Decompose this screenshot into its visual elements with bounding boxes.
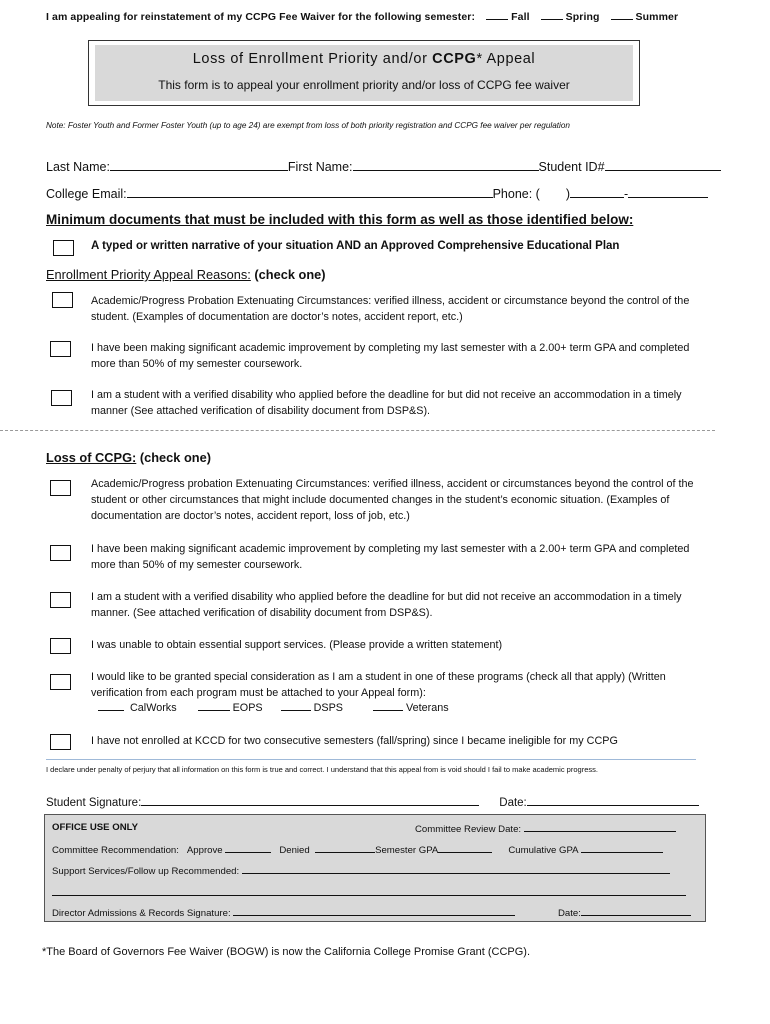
program-options bbox=[98, 700, 723, 716]
footnote: *The Board of Governors Fee Waiver (BOGW) is now the California College Promise Grant (CCPG). bbox=[42, 946, 531, 958]
ccpg-checkbox-5[interactable] bbox=[50, 674, 71, 690]
office-use-title: OFFICE USE ONLY bbox=[52, 822, 139, 833]
approve-field[interactable] bbox=[225, 843, 271, 853]
ccpg-reason-2: I have been making significant academic improvement by completing my last semester with a 2.00+ term GPA and completed more than 50% of my semester coursework. bbox=[91, 543, 690, 571]
director-date-field[interactable] bbox=[581, 906, 691, 916]
director-row: Director Admissions & Records Signature: Date: bbox=[52, 906, 691, 919]
summer-blank[interactable] bbox=[611, 10, 633, 20]
ccpg-reason-6: I have not enrolled at KCCD for two consecutive semesters (fall/spring) since I became ineligible for my CCPG bbox=[91, 735, 618, 747]
last-name-label: Last Name: bbox=[46, 160, 110, 174]
ccpg-checkbox-4[interactable] bbox=[50, 638, 71, 654]
program-dsps: DSPS bbox=[313, 702, 344, 714]
cumulative-gpa-field[interactable] bbox=[581, 843, 663, 853]
program-eops: EOPS bbox=[232, 702, 263, 714]
appeal-line-text: I am appealing for reinstatement of my CCPG Fee Waiver for the following semester: bbox=[46, 11, 476, 23]
priority-reason-2: I have been making significant academic improvement by completing my last semester with a 2.00+ term GPA and completed more than 50% of my semester coursework. bbox=[91, 342, 690, 370]
priority-checkbox-1[interactable] bbox=[52, 292, 73, 308]
college-email-label: College Email: bbox=[46, 187, 127, 201]
title-box bbox=[88, 40, 640, 106]
director-signature-field[interactable] bbox=[233, 906, 515, 916]
priority-heading: Enrollment Priority Appeal Reasons: (check one) bbox=[46, 267, 326, 282]
minimum-docs-heading: Minimum documents that must be included with this form as well as those identified below: bbox=[46, 212, 634, 227]
program-calworks: CalWorks bbox=[130, 702, 177, 714]
signature-date-field[interactable] bbox=[527, 793, 699, 806]
name-row bbox=[46, 158, 721, 174]
priority-checkbox-3[interactable] bbox=[51, 390, 72, 406]
phone-dash: - bbox=[624, 187, 629, 201]
calworks-blank[interactable] bbox=[98, 700, 124, 711]
student-signature-field[interactable] bbox=[141, 793, 479, 806]
support-extra-line[interactable] bbox=[52, 895, 686, 896]
semester-appeal-line bbox=[46, 10, 678, 23]
fall-blank[interactable] bbox=[486, 10, 508, 20]
ccpg-checkbox-1[interactable] bbox=[50, 480, 71, 496]
ccpg-reason-5: I would like to be granted special consideration as I am a student in one of these programs (check all that apply) (Written verification from each program must be attached to your Appeal form): bbox=[91, 671, 666, 699]
phone-close-paren: ) bbox=[565, 187, 571, 201]
college-email-field[interactable] bbox=[127, 185, 493, 198]
denied-field[interactable] bbox=[315, 843, 375, 853]
narrative-checkbox[interactable] bbox=[53, 240, 74, 256]
dsps-blank[interactable] bbox=[281, 700, 311, 711]
signature-row bbox=[46, 793, 699, 809]
term-summer: Summer bbox=[635, 11, 679, 23]
spring-blank[interactable] bbox=[541, 10, 563, 20]
ccpg-reason-1: Academic/Progress probation Extenuating Circumstances: verified illness, accident or circumstances beyond the control of the student or other circumstances that might include documented changes in the student’s economic situation. (Examples of documentation are doctor’s notes, accident report, loss of job, etc.) bbox=[91, 478, 694, 522]
review-date-row: Committee Review Date: bbox=[415, 822, 676, 835]
form-title: Loss of Enrollment Priority and/or CCPG* Appeal bbox=[192, 51, 536, 67]
ccpg-heading: Loss of CCPG: (check one) bbox=[46, 450, 211, 465]
support-row: Support Services/Follow up Recommended: bbox=[52, 864, 670, 877]
ccpg-checkbox-2[interactable] bbox=[50, 545, 71, 561]
section-divider bbox=[0, 430, 715, 431]
email-row bbox=[46, 185, 708, 201]
narrative-label: A typed or written narrative of your situation AND an Approved Comprehensive Educational Plan bbox=[91, 240, 620, 252]
phone-prefix-field[interactable] bbox=[570, 185, 624, 198]
declaration-rule bbox=[46, 759, 696, 760]
ccpg-reason-4: I was unable to obtain essential support services. (Please provide a written statement) bbox=[91, 639, 503, 651]
ccpg-reason-3: I am a student with a verified disability who applied before the deadline for but did not receive an accommodation in a timely manner. (See attached verification of disability document from DSP&S). bbox=[91, 591, 682, 619]
student-id-field[interactable] bbox=[605, 158, 721, 171]
student-signature-label: Student Signature: bbox=[46, 797, 142, 809]
phone-label: Phone: ( bbox=[492, 187, 540, 201]
first-name-field[interactable] bbox=[353, 158, 539, 171]
ccpg-checkbox-3[interactable] bbox=[50, 592, 71, 608]
eops-blank[interactable] bbox=[198, 700, 230, 711]
last-name-field[interactable] bbox=[110, 158, 288, 171]
recommendation-row: Committee Recommendation: Approve Denied Semester GPA Cumulative GPA bbox=[52, 843, 663, 856]
student-id-label: Student ID# bbox=[538, 160, 605, 174]
support-field[interactable] bbox=[242, 864, 670, 874]
foster-youth-note: Note: Foster Youth and Former Foster Youth (up to age 24) are exempt from loss of both priority registration and CCPG fee waiver per regulation bbox=[46, 121, 570, 130]
program-veterans: Veterans bbox=[406, 702, 449, 714]
signature-date-label: Date: bbox=[499, 797, 527, 809]
semester-gpa-field[interactable] bbox=[438, 843, 492, 853]
office-use-box bbox=[44, 814, 706, 922]
term-spring: Spring bbox=[565, 11, 600, 23]
form-subtitle: This form is to appeal your enrollment priority and/or loss of CCPG fee waiver bbox=[158, 78, 570, 92]
perjury-declaration: I declare under penalty of perjury that all information on this form is true and correct. I understand that this appeal from is void should I fail to make academic progress. bbox=[46, 765, 598, 774]
phone-number-field[interactable] bbox=[628, 185, 708, 198]
term-fall: Fall bbox=[511, 11, 530, 23]
priority-checkbox-2[interactable] bbox=[50, 341, 71, 357]
ccpg-checkbox-6[interactable] bbox=[50, 734, 71, 750]
review-date-field[interactable] bbox=[524, 822, 676, 832]
priority-reason-3: I am a student with a verified disability who applied before the deadline for but did not receive an accommodation in a timely manner (See attached verification of disability document from DSP&S). bbox=[91, 389, 682, 417]
priority-reason-1: Academic/Progress Probation Extenuating Circumstances: verified illness, accident or circumstance beyond the control of the student. (Examples of documentation are doctor’s notes, accident report, etc.) bbox=[91, 295, 690, 323]
veterans-blank[interactable] bbox=[373, 700, 403, 711]
first-name-label: First Name: bbox=[287, 160, 353, 174]
